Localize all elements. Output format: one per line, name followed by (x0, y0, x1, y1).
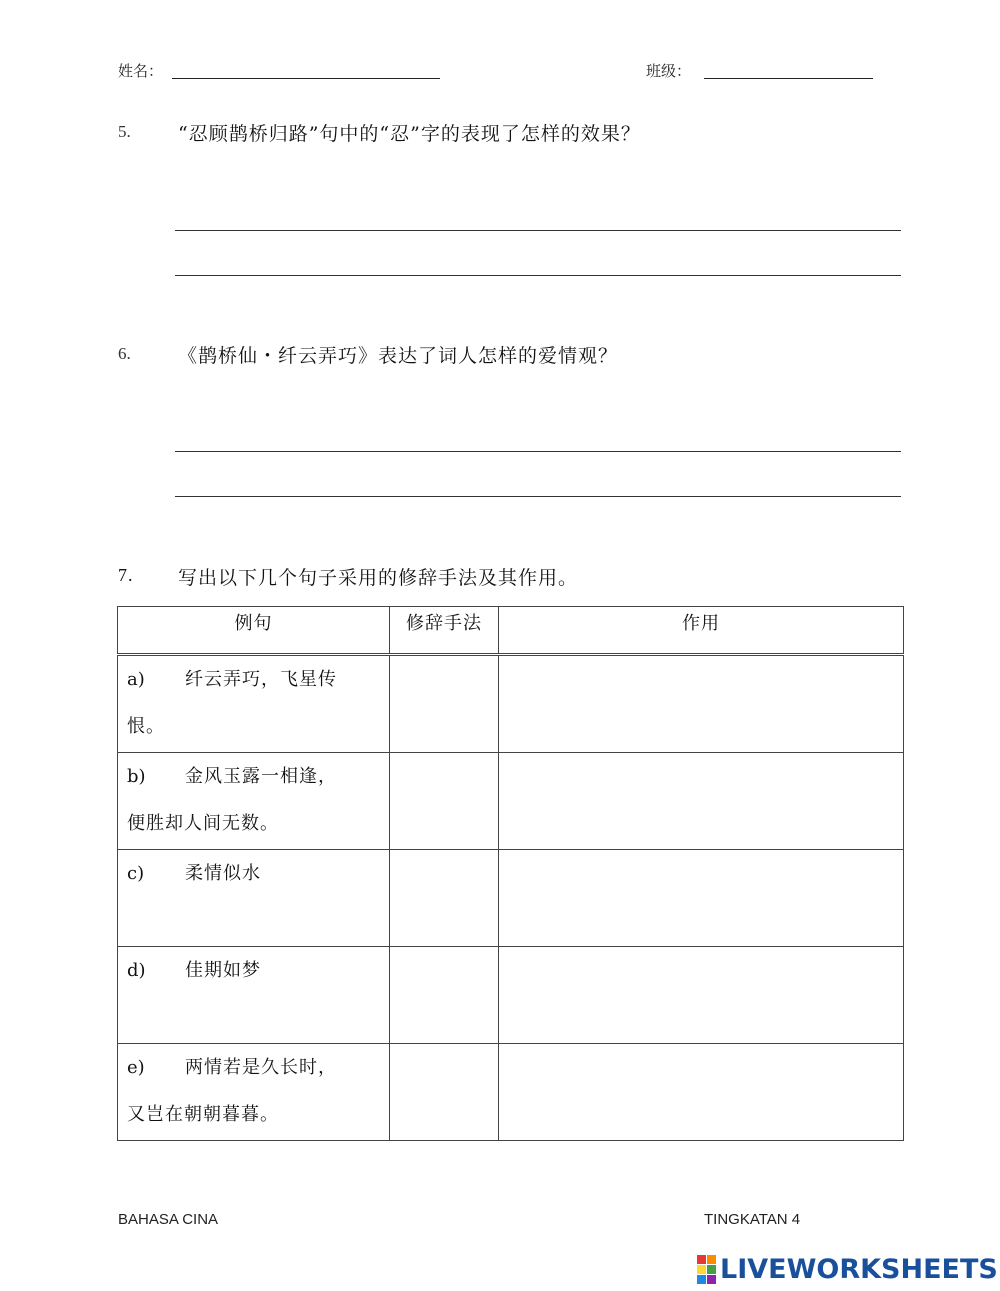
example-cell (118, 1044, 390, 1141)
table-row (118, 1044, 904, 1141)
question-5-number: 5. (118, 122, 131, 141)
table-row (118, 753, 904, 850)
header-technique: 修辞手法 (390, 607, 499, 655)
table-row (118, 947, 904, 1044)
technique-answer-cell[interactable] (390, 655, 499, 753)
question-7-number: 7. (118, 565, 134, 585)
table-row (118, 850, 904, 947)
example-line-1: 纤云弄巧，飞星传 (185, 669, 337, 690)
name-label: 姓名： (118, 62, 164, 80)
liveworksheets-logo (697, 1254, 998, 1285)
footer-subject: BAHASA CINA (118, 1211, 219, 1228)
example-cell (118, 655, 390, 753)
example-cell (118, 947, 390, 1044)
row-label: e) (127, 1057, 145, 1078)
effect-answer-cell[interactable] (499, 655, 904, 753)
question-5-text: “忍顾鹊桥归路”句中的“忍”字的表现了怎样的效果？ (178, 123, 641, 145)
effect-answer-cell[interactable] (499, 753, 904, 850)
example-line-1: 佳期如梦 (185, 960, 261, 981)
question-6-answer-line-1[interactable] (175, 451, 901, 452)
example-line-1: 金风玉露一相逢， (185, 766, 337, 787)
example-line-2: 恨。 (127, 716, 165, 737)
row-label: a) (127, 669, 145, 690)
example-cell (118, 850, 390, 947)
question-5-answer-line-2[interactable] (175, 275, 901, 276)
technique-answer-cell[interactable] (390, 947, 499, 1044)
example-line-1: 两情若是久长时， (185, 1057, 337, 1078)
footer-form: TINGKATAN 4 (704, 1211, 801, 1228)
name-field[interactable] (172, 78, 440, 79)
question-5-answer-line-1[interactable] (175, 230, 901, 231)
class-label: 班级： (646, 62, 692, 80)
technique-answer-cell[interactable] (390, 850, 499, 947)
effect-answer-cell[interactable] (499, 947, 904, 1044)
question-6-number: 6. (118, 344, 131, 363)
example-line-1: 柔情似水 (185, 863, 261, 884)
table-header-row (118, 607, 904, 655)
example-cell (118, 753, 390, 850)
header-example: 例句 (118, 607, 390, 655)
row-label: b) (127, 766, 146, 787)
header-effect: 作用 (499, 607, 904, 655)
class-field[interactable] (704, 78, 873, 79)
row-label: d) (127, 960, 146, 981)
question-6-text: 《鹊桥仙・纤云弄巧》表达了词人怎样的爱情观？ (178, 345, 619, 367)
logo-blocks-icon (697, 1255, 716, 1284)
effect-answer-cell[interactable] (499, 1044, 904, 1141)
example-line-2: 便胜却人间无数。 (127, 813, 279, 834)
effect-answer-cell[interactable] (499, 850, 904, 947)
technique-answer-cell[interactable] (390, 753, 499, 850)
rhetoric-table (117, 606, 904, 1141)
row-label: c) (127, 863, 145, 884)
question-6-answer-line-2[interactable] (175, 496, 901, 497)
question-7-text: 写出以下几个句子采用的修辞手法及其作用。 (178, 567, 579, 589)
technique-answer-cell[interactable] (390, 1044, 499, 1141)
table-row (118, 655, 904, 753)
example-line-2: 又岂在朝朝暮暮。 (127, 1104, 279, 1125)
logo-text: LIVEWORKSHEETS (720, 1254, 998, 1285)
